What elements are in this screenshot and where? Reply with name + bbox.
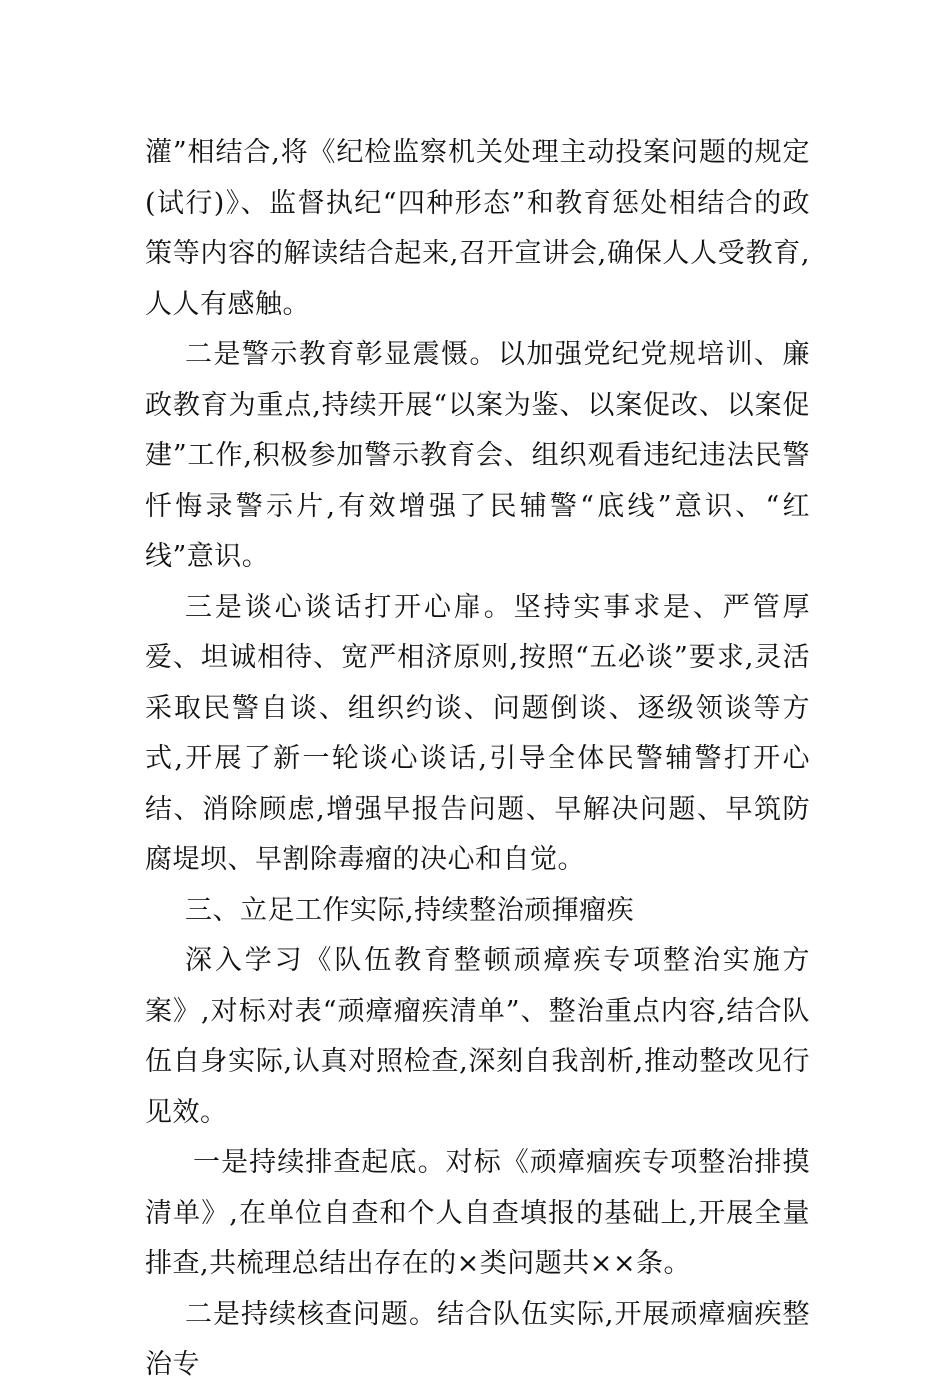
document-body [145, 128, 810, 1391]
paragraph-verification: 二是持续核查问题。结合队伍实际,开展顽瘴痼疾整治专 [145, 1298, 810, 1380]
section-heading: 三、立足工作实际,持续整治顽揮瘤疾 [185, 894, 635, 926]
paragraph-in-depth-study: 深入学习《队伍教育整顿顽瘴疾专项整治实施方案》,对标对表“顽瘴瘤疾清单”、整治重点内容,结合队伍自身实际,认真对照检查,深刻自我剖析,推动整改见行见效。 [145, 945, 810, 1128]
paragraph-heart-to-heart-talks: 三是谈心谈话打开心扉。坚持实事求是、严管厚爱、坦诚相待、宽严相济原则,按照“五必谈”要求,灵活采取民警自谈、组织约谈、问题倒谈、逐级领谈等方式,开展了新一轮谈心谈话,引导全体民警辅警打开心结、消除顾虑,增强早报告问题、早解决问题、早筑防腐堤坝、早割除毒瘤的决心和自觉。 [145, 591, 810, 875]
paragraph-warning-education: 二是警示教育彰显震慑。以加强党纪党规培训、廉政教育为重点,持续开展“以案为鉴、以案促改、以案促建”工作,积极参加警示教育会、组织观看违纪违法民警忏悔录警示片,有效增强了民辅警“底线”意识、“红线”意识。 [145, 339, 810, 572]
paragraph-investigation: 一是持续排查起底。对标《顽瘴痼疾专项整治排摸清单》,在单位自查和个人自查填报的基础上,开展全量排查,共梳理总结出存在的×类问题共××条。 [145, 1147, 810, 1279]
paragraph-continuation: 灌”相结合,将《纪检监察机关处理主动投案问题的规定(试行)》、监督执纪“四种形态”和教育惩处相结合的政策等内容的解读结合起来,召开宣讲会,确保人人受教育,人人有感触。 [145, 137, 810, 320]
